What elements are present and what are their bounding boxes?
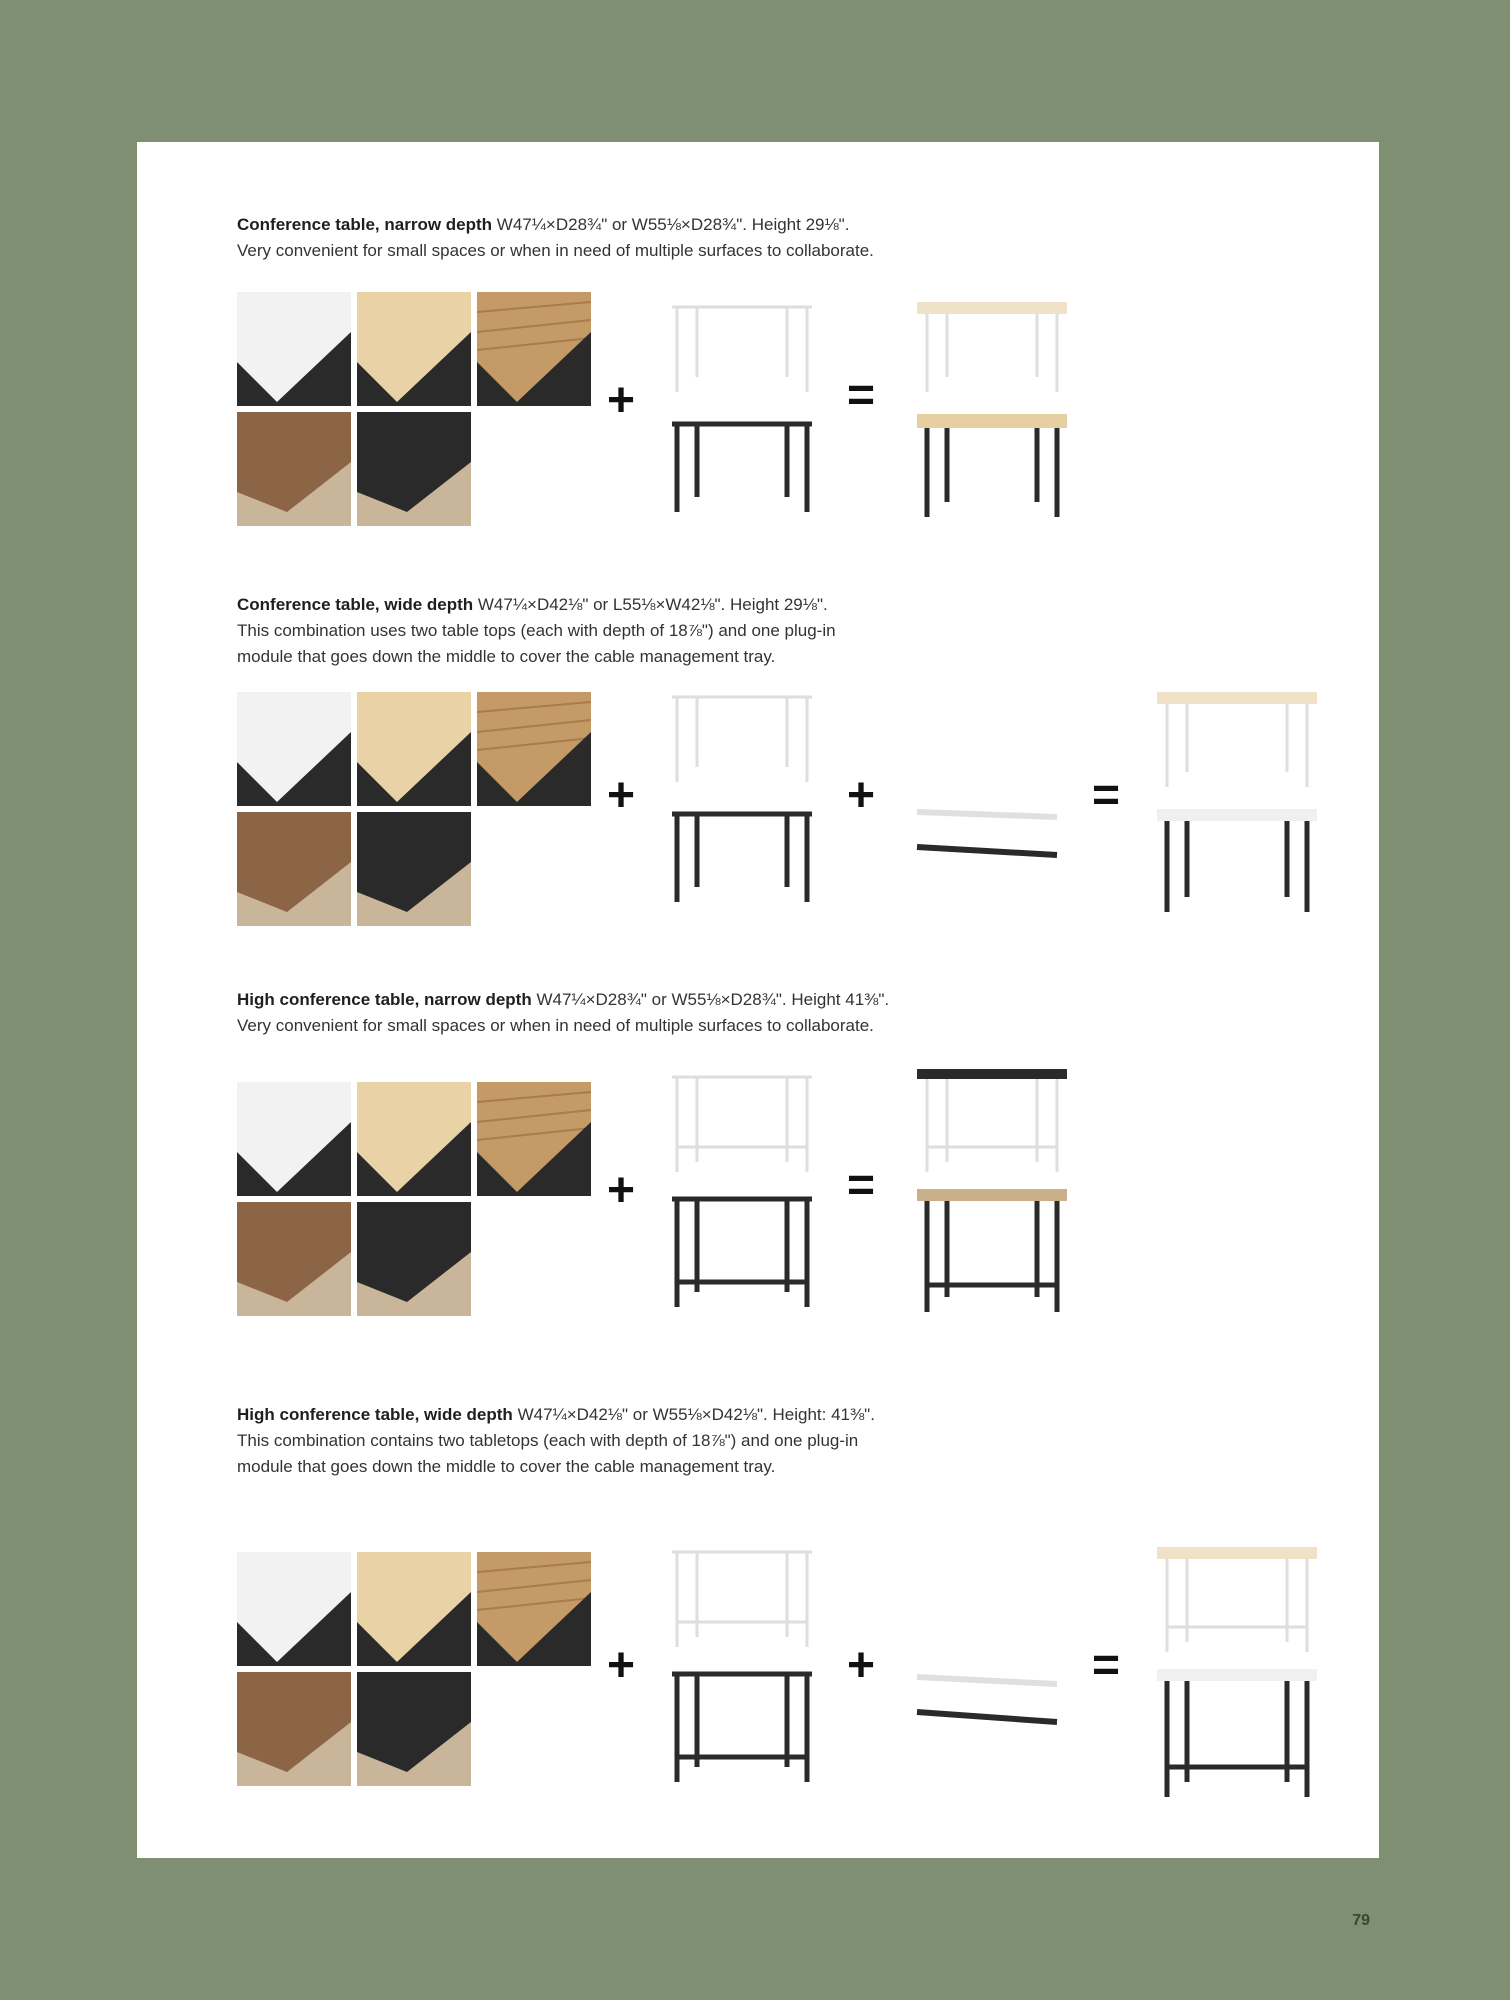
tabletop-swatch-grid: [237, 1082, 587, 1318]
swatch-walnut: [237, 812, 351, 926]
swatch-birch: [357, 692, 471, 806]
plus-icon: +: [607, 1639, 636, 1692]
section-description: Very convenient for small spaces or when in need of multiple surfaces to collaborate.: [237, 1016, 874, 1035]
catalog-page: [137, 142, 1379, 1858]
swatch-oak: [477, 1552, 591, 1666]
section-description-line-1: This combination uses two table tops (each with depth of 18⅞") and one plug-in: [237, 621, 836, 640]
section-title: Conference table, wide depth: [237, 595, 474, 614]
swatch-black: [357, 812, 471, 926]
result-high-table: [1157, 1667, 1317, 1807]
equals-icon: =: [1092, 1639, 1121, 1692]
section-dimensions: W47¼×D28¾" or W55⅛×D28¾". Height 41⅜".: [536, 990, 890, 1009]
plus-icon: +: [607, 374, 636, 427]
result-table: [917, 412, 1067, 527]
white-high-frame-faded: [667, 1542, 817, 1652]
section-title: Conference table, narrow depth: [237, 215, 493, 234]
swatch-walnut: [237, 1202, 351, 1316]
tabletop-swatch-grid: [237, 292, 587, 528]
plus-icon: +: [607, 1164, 636, 1217]
section-heading: [237, 987, 1237, 1039]
swatch-white: [237, 292, 351, 406]
equals-icon: =: [847, 369, 876, 422]
section-dimensions: W47¼×D28¾" or W55⅛×D28¾". Height 29⅛".: [496, 215, 850, 234]
section-description: Very convenient for small spaces or when in need of multiple surfaces to collaborate.: [237, 241, 874, 260]
swatch-oak: [477, 692, 591, 806]
equals-icon: =: [847, 1159, 876, 1212]
section-heading: [237, 1402, 1237, 1480]
section-heading: [237, 592, 1237, 670]
result-high-table-faded: [1157, 1542, 1317, 1657]
white-high-frame-faded: [667, 1067, 817, 1177]
swatch-walnut: [237, 1672, 351, 1786]
swatch-birch: [357, 292, 471, 406]
result-high-table: [917, 1187, 1067, 1322]
section-title: High conference table, narrow depth: [237, 990, 532, 1009]
swatch-walnut: [237, 412, 351, 526]
page-number: 79: [1352, 1912, 1370, 1929]
swatch-black: [357, 1672, 471, 1786]
swatch-birch: [357, 1082, 471, 1196]
swatch-oak: [477, 292, 591, 406]
black-underframe: [667, 412, 817, 522]
black-underframe: [667, 802, 817, 912]
plug-in-module: [912, 1662, 1062, 1732]
section-description-line-2: module that goes down the middle to cover the cable management tray.: [237, 1457, 776, 1476]
section-description-line-2: module that goes down the middle to cover the cable management tray.: [237, 647, 776, 666]
section-heading: [237, 212, 1237, 264]
result-high-table-top: [917, 1067, 1067, 1177]
swatch-white: [237, 1552, 351, 1666]
swatch-birch: [357, 1552, 471, 1666]
swatch-white: [237, 1082, 351, 1196]
swatch-black: [357, 412, 471, 526]
tabletop-swatch-grid: [237, 1552, 587, 1788]
tabletop-swatch-grid: [237, 692, 587, 928]
swatch-oak: [477, 1082, 591, 1196]
equals-icon: =: [1092, 769, 1121, 822]
swatch-black: [357, 1202, 471, 1316]
result-table-faded: [1157, 687, 1317, 792]
section-title: High conference table, wide depth: [237, 1405, 513, 1424]
result-table-faded: [917, 297, 1067, 397]
section-description-line-1: This combination contains two tabletops (each with depth of 18⅞") and one plug-in: [237, 1431, 859, 1450]
black-high-underframe: [667, 1662, 817, 1792]
plus-icon: +: [847, 769, 876, 822]
white-frame-faded: [667, 687, 817, 787]
section-dimensions: W47¼×D42⅛" or L55⅛×W42⅛". Height 29⅛".: [477, 595, 828, 614]
swatch-white: [237, 692, 351, 806]
black-high-underframe: [667, 1187, 817, 1317]
result-table: [1157, 807, 1317, 922]
section-dimensions: W47¼×D42⅛" or W55⅛×D42⅛". Height: 41⅜".: [517, 1405, 875, 1424]
plug-in-module: [912, 797, 1062, 867]
white-frame-faded: [667, 297, 817, 397]
plus-icon: +: [847, 1639, 876, 1692]
plus-icon: +: [607, 769, 636, 822]
